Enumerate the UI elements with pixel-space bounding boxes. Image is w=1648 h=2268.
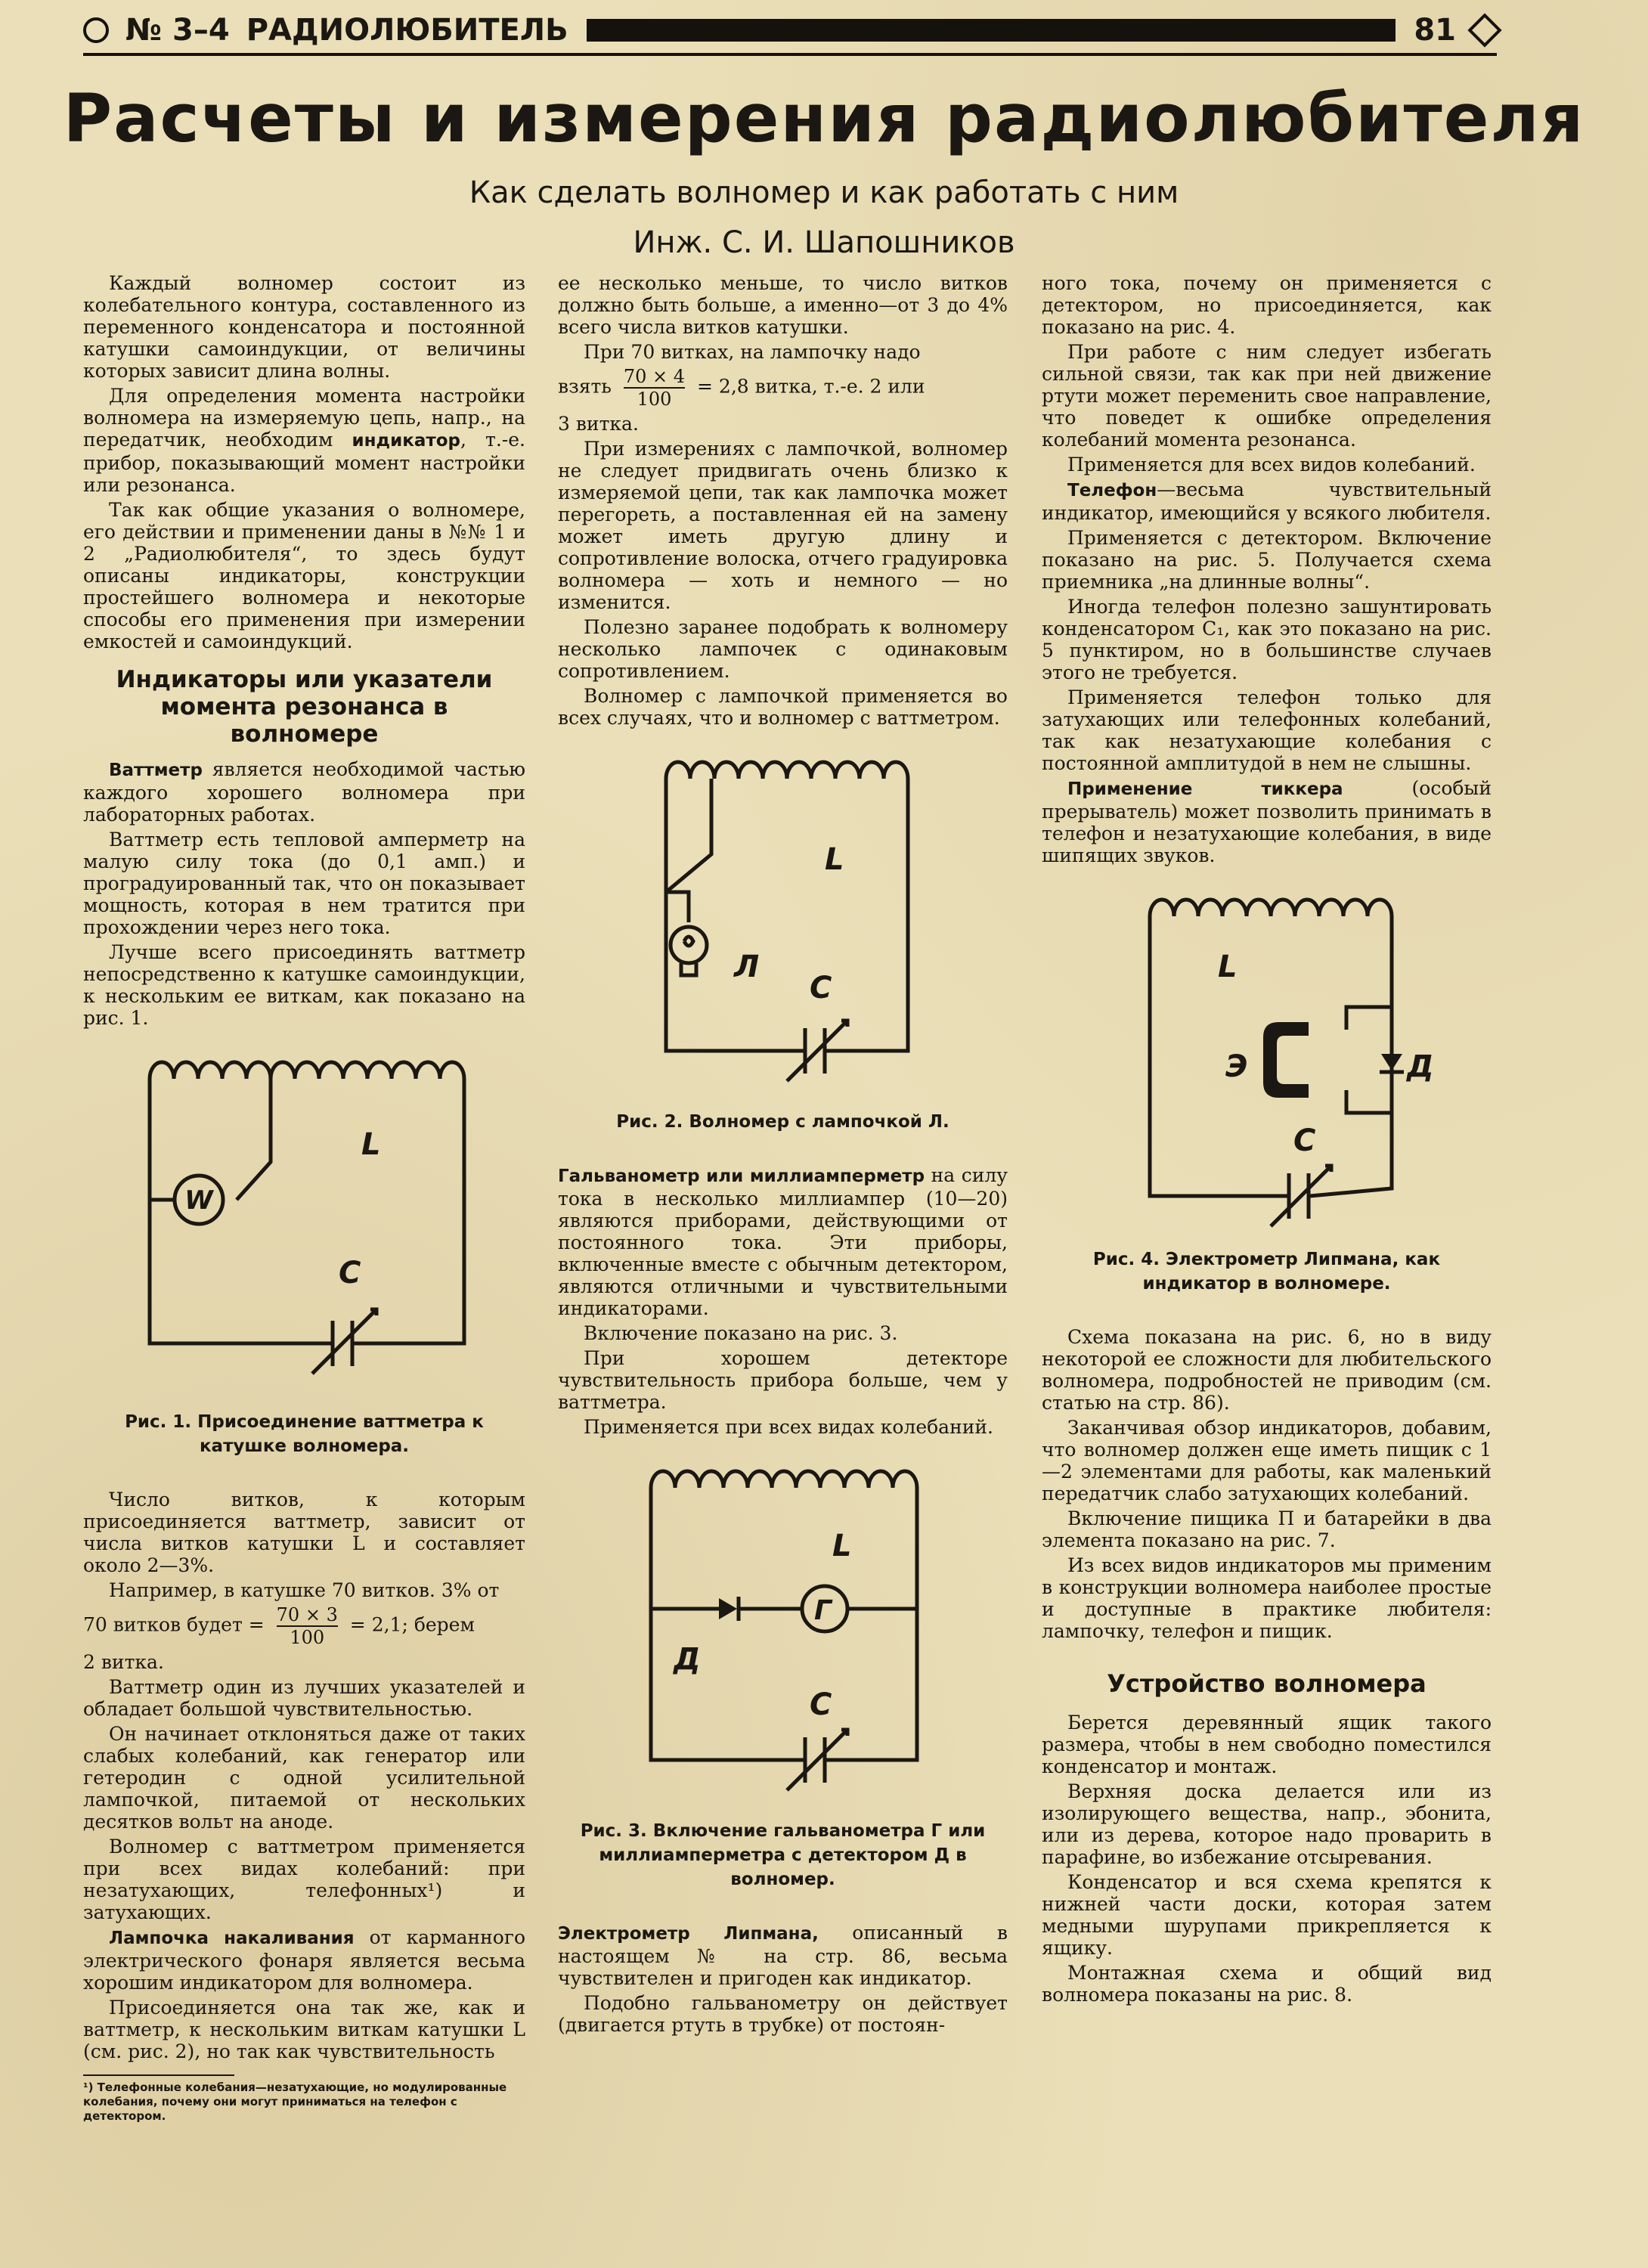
paragraph: Волномер с ваттметром применяется при всех видах колебаний: при незатухающих, телефонных¹) и затухающих.: [83, 1836, 525, 1923]
paragraph: Применяется с детектором. Включение показано на рис. 5. Получается схема приемника „на длинные волны“.: [1042, 527, 1492, 593]
paragraph: Заканчивая обзор индикаторов, добавим, что волномер должен еще иметь пищик с 1—2 элементами для работы, как маленький передатчик слабо затухающих колебаний.: [1042, 1417, 1492, 1504]
meter-label: W: [184, 1185, 213, 1216]
meter-label: Г: [813, 1595, 832, 1626]
capacitor-label: C: [809, 1687, 832, 1722]
coil-label: L: [1217, 950, 1237, 984]
coil-label: L: [361, 1127, 380, 1162]
header-rule: [83, 53, 1497, 56]
magazine-name: РАДИОЛЮБИТЕЛЬ: [246, 13, 568, 48]
figure-2-caption: Рис. 2. Волномер с лампочкой Л.: [616, 1112, 949, 1132]
paragraph: Конденсатор и вся схема крепятся к нижней части доски, которая затем медными шурупами прикрепляется к ящику.: [1042, 1871, 1492, 1959]
paragraph: При работе с ним следует избегать сильной связи, так как при ней движение ртути может переменить свое направление, что поведет к ошибке определения колебаний момента резонанса.: [1042, 341, 1492, 451]
column-2: [558, 272, 1008, 2039]
circle-ornament-icon: [83, 17, 109, 43]
paragraph: Лампочка накаливания от карманного электрического фонаря является весьма хорошим индикатором для волномера.: [83, 1926, 526, 1994]
section-heading: Устройство волномера: [1107, 1669, 1427, 1698]
formula-2: взять $\frac{70 \times 4}{100}$ = 2,8 витка, т.-е. 2 или: [558, 366, 925, 410]
figure-4-caption: Рис. 4. Электрометр Липмана, как индикатор в волномере.: [1092, 1250, 1441, 1294]
header-bar: [587, 19, 1396, 42]
capacitor-label: C: [809, 971, 832, 1005]
paragraph: Для определения момента настройки волномера на измеряемую цепь, напр., на передатчик, необходим индикатор, т.-е. прибор, показывающий момент настройки или резонанса.: [83, 385, 525, 496]
figure-4-electrometer-circuit: [1089, 886, 1445, 1241]
paragraph: Каждый волномер состоит из колебательного контура, составленного из переменного конденсатора и постоянной катушки самоиндукции, от величины которых зависит длина волны.: [83, 272, 525, 382]
paragraph: Верхняя доска делается или из изолирующего вещества, напр., эбонита, или из дерева, которое надо проварить в парафине, во избежание отсыревания.: [1042, 1780, 1492, 1868]
diamond-ornament-icon: [1467, 13, 1501, 47]
article-title: Расчеты и измерения радиолюбителя: [63, 79, 1585, 157]
paragraph: Гальванометр или миллиамперметр на силу тока в несколько миллиампер (10—20) являются приборами, действующими от постоянного тока. Эти приборы, включенные вместе с обычным детектором, являются отличными и чувствительными индикаторами.: [558, 1164, 1008, 1319]
paragraph: Так как общие указания о волномере, его действии и применении даны в №№ 1 и 2 „Радиолюбителя“, то здесь будут описаны индикаторы, конструкции простейшего волномера и некоторые способы его применения при измерении емкостей и самоиндукций.: [83, 499, 525, 652]
paragraph: Из всех видов индикаторов мы применим в конструкции волномера наиболее простые и доступные в практике любителя: лампочку, телефон и пищик.: [1042, 1554, 1492, 1642]
paragraph: 2 витка.: [83, 1651, 164, 1673]
paragraph: Лучше всего присоединять ваттметр непосредственно к катушке самоиндукции, к нескольким ее виткам, как показано на рис. 1.: [83, 941, 525, 1029]
diode-label: Д: [1406, 1049, 1434, 1084]
paragraph: Берется деревянный ящик такого размера, чтобы в нем свободно поместился конденсатор и монтаж.: [1042, 1712, 1492, 1777]
paragraph: Монтажная схема и общий вид волномера показаны на рис. 8.: [1042, 1962, 1492, 2006]
paragraph: ее несколько меньше, то число витков должно быть больше, а именно—от 3 до 4% всего числа витков катушки.: [558, 272, 1008, 338]
footnote-rule: [83, 2074, 234, 2076]
figure-3-galvanometer-circuit: [606, 1458, 961, 1813]
page-number: 81: [1414, 13, 1456, 48]
page-header: [83, 6, 1497, 54]
paragraph: При 70 витках, на лампочку надо: [584, 341, 921, 363]
paragraph: Подобно гальванометру он действует (двигается ртуть в трубке) от постоян-: [558, 1992, 1008, 2036]
paragraph: Включение пищика П и батарейки в два элемента показано на рис. 7.: [1042, 1507, 1492, 1551]
paragraph: Применяется телефон только для затухающих или телефонных колебаний, так как незатухающие колебания с постоянной амплитудой в нем не слышны.: [1042, 686, 1492, 774]
column-1: [83, 272, 525, 2124]
column-3: [1042, 272, 1492, 2009]
paragraph: Например, в катушке 70 витков. 3% от: [109, 1579, 500, 1601]
paragraph: Телефон—весьма чувствительный индикатор, имеющийся у всякого любителя.: [1042, 479, 1492, 524]
paragraph: Ваттметр есть тепловой амперметр на малую силу тока (до 0,1 амп.) и проградуированный так, что он показывает мощность, которая в нем тратится при прохождении через него тока.: [83, 829, 525, 938]
paragraph: Электрометр Липмана, описанный в настоящем № на стр. 86, весьма чувствителен и пригоден как индикатор.: [558, 1922, 1008, 1989]
lamp-label: Л: [733, 950, 759, 984]
paragraph: Ваттметр один из лучших указателей и обладает большой чувствительностью.: [83, 1676, 525, 1720]
paragraph: Присоединяется она так же, как и ваттметр, к нескольким виткам катушки L (см. рис. 2), но так как чувствительность: [83, 1997, 525, 2062]
diode-label: Д: [673, 1642, 701, 1677]
paragraph: Ваттметр является необходимой частью каждого хорошего волномера при лабораторных работах.: [83, 758, 525, 826]
paragraph: При измерениях с лампочкой, волномер не следует придвигать очень близко к измеряемой цепи, так как лампочка может перегореть, а поставленная ей на замену может иметь другую длину и сопротивление волоска, отчего градуировка волномера — хоть и немного — но изменится.: [558, 438, 1008, 613]
paragraph: Применение тиккера (особый прерыватель) может позволить принимать в телефон и незатухающие колебания, в виде шипящих звуков.: [1042, 777, 1492, 866]
paragraph: Число витков, к которым присоединяется ваттметр, зависит от числа витков катушки L и составляет около 2—3%.: [83, 1489, 525, 1576]
paragraph: Применяется при всех видах колебаний.: [584, 1416, 994, 1438]
figure-2-lamp-circuit: [606, 748, 961, 1104]
coil-label: L: [824, 842, 844, 877]
figure-1-caption: Рис. 1. Присоединение ваттметра к катушке волномера.: [125, 1412, 484, 1456]
paragraph: ного тока, почему он применяется с детектором, но присоединяется, как показано на рис. 4.: [1042, 272, 1492, 338]
issue-number: № 3–4: [125, 13, 230, 48]
footnote: ¹) Телефонные колебания—незатухающие, но модулированные колебания, почему они могут приниматься на телефон с детектором.: [83, 2081, 507, 2123]
article-author: Инж. С. И. Шапошников: [633, 225, 1015, 260]
electrometer-label: Э: [1225, 1049, 1247, 1084]
paragraph: Иногда телефон полезно зашунтировать конденсатором C₁, как это показано на рис. 5 пунктиром, но в большинстве случаев этого не требуется.: [1042, 596, 1492, 683]
paragraph: Он начинает отклоняться даже от таких слабых колебаний, как генератор или гетеродин с одной усилительной лампочкой, питаемой от нескольких десятков вольт на аноде.: [83, 1723, 525, 1833]
section-heading: Индикаторы или указатели момента резонанса в волномере: [116, 666, 493, 748]
paragraph: При хорошем детекторе чувствительность прибора больше, чем у ваттметра.: [558, 1347, 1008, 1413]
formula-1: 70 витков будет = $\frac{70 \times 3}{100}$ = 2,1; берем: [83, 1604, 475, 1648]
paragraph: Схема показана на рис. 6, но в виду некоторой ее сложности для любительского волномера, подробностей не приводим (см. статью на стр. 86).: [1042, 1326, 1492, 1414]
article-subtitle: Как сделать волномер и как работать с ним: [469, 175, 1179, 210]
capacitor-label: C: [338, 1256, 361, 1290]
paragraph: 3 витка.: [558, 413, 639, 435]
paragraph: Включение показано на рис. 3.: [584, 1322, 898, 1344]
coil-label: L: [832, 1529, 851, 1563]
capacitor-label: C: [1293, 1123, 1315, 1158]
paragraph: Применяется для всех видов колебаний.: [1067, 454, 1476, 476]
paragraph: Полезно заранее подобрать к волномеру несколько лампочек с одинаковым сопротивлением.: [558, 616, 1008, 682]
paragraph: Волномер с лампочкой применяется во всех случаях, что и волномер с ваттметром.: [558, 685, 1008, 729]
figure-1-wattmeter-circuit: [127, 1049, 482, 1404]
figure-3-caption: Рис. 3. Включение гальванометра Г или миллиамперметра с детектором Д в волномер.: [580, 1821, 986, 1889]
